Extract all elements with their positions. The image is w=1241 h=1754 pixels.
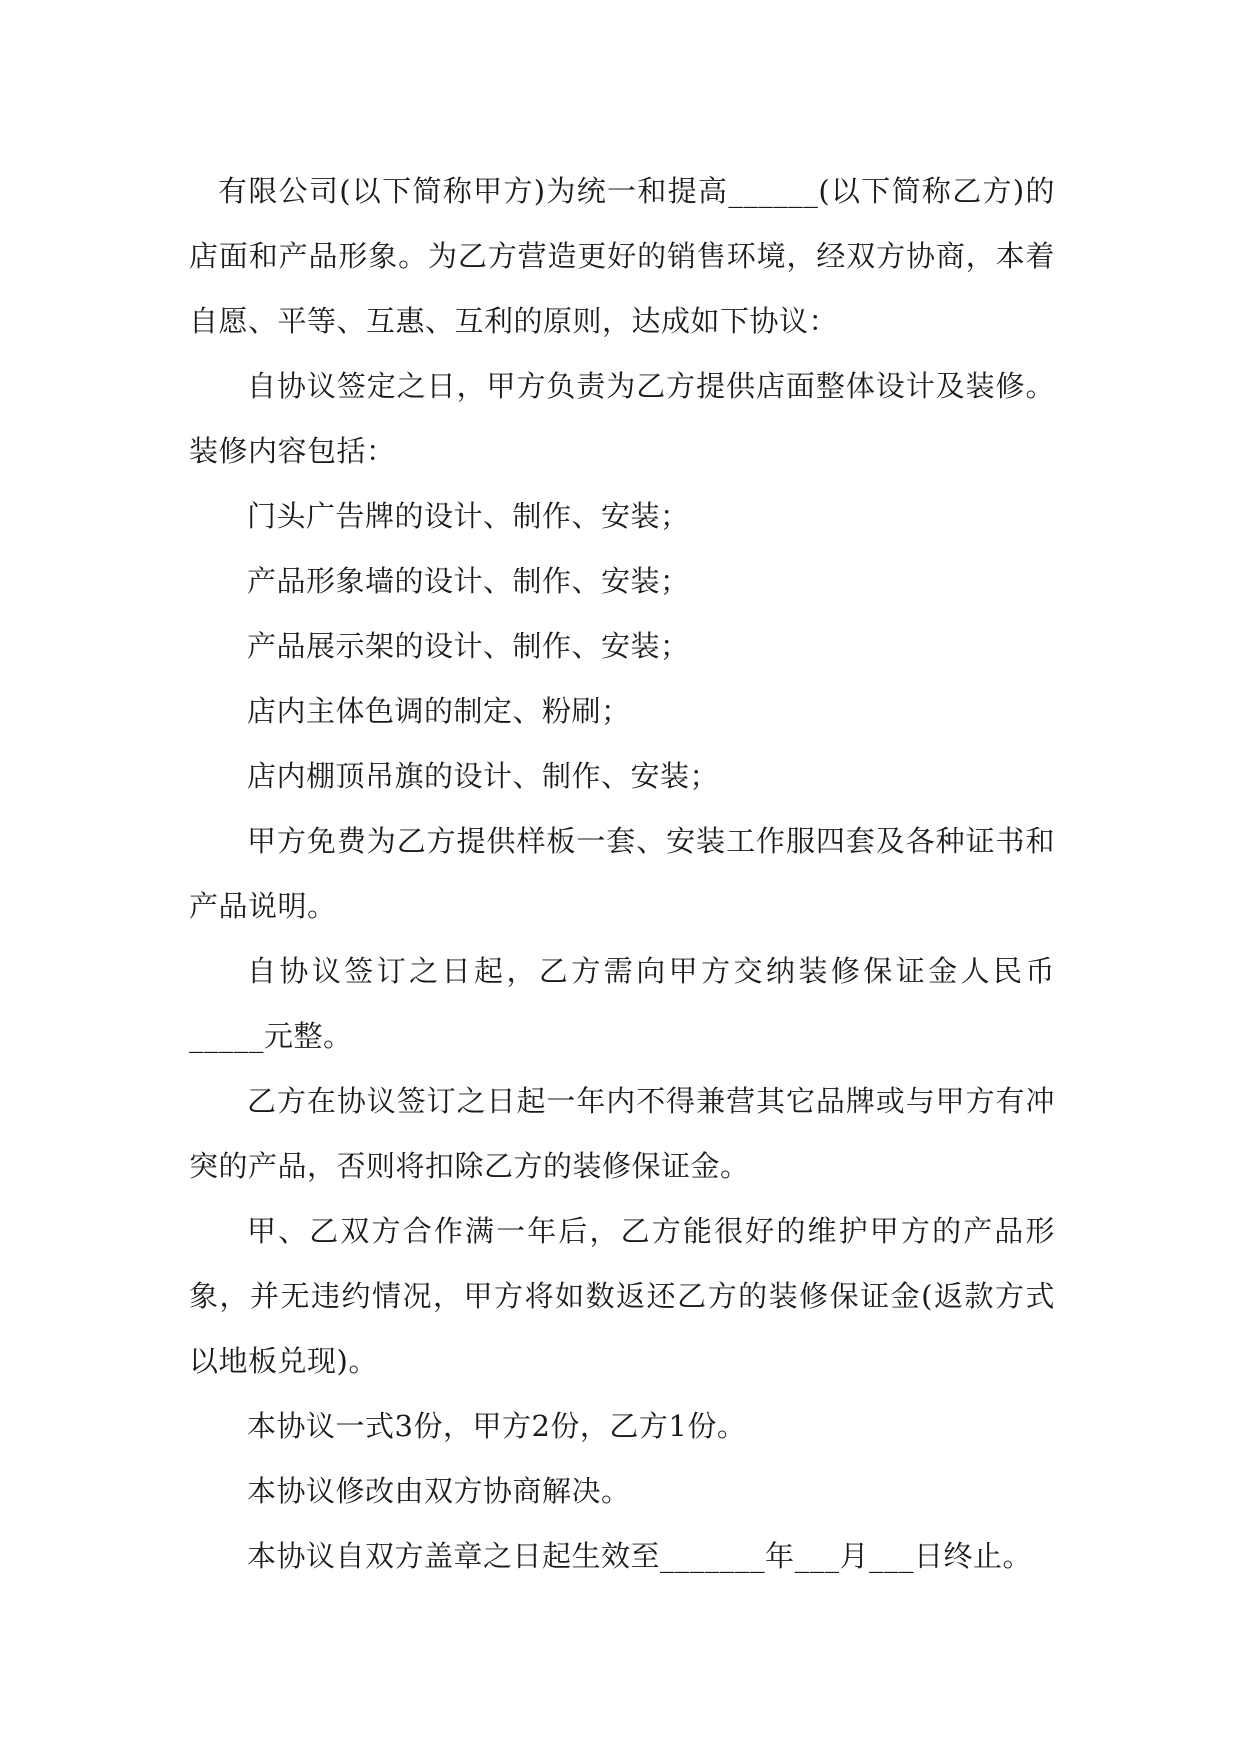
paragraph-item-signboard: 门头广告牌的设计、制作、安装； [247, 499, 690, 533]
paragraph-deposit: 自协议签订之日起，乙方需向甲方交纳装修保证金人民币_____元整。 [189, 954, 1055, 1053]
paragraph-exclusivity: 乙方在协议签订之日起一年内不得兼营其它品牌或与甲方有冲突的产品，否则将扣除乙方的装修保证金。 [189, 1084, 1055, 1183]
paragraph-free-supplies: 甲方免费为乙方提供样板一套、安装工作服四套及各种证书和产品说明。 [189, 824, 1055, 923]
paragraph-intro: 有限公司(以下简称甲方)为统一和提高______(以下简称乙方)的店面和产品形象。为乙方营造更好的销售环境，经双方协商，本着自愿、平等、互惠、互利的原则，达成如下协议： [189, 174, 1055, 338]
paragraph-item-image-wall: 产品形象墙的设计、制作、安装； [247, 564, 690, 598]
agreement-body [189, 159, 1055, 1589]
paragraph-design-responsibility: 自协议签定之日，甲方负责为乙方提供店面整体设计及装修。装修内容包括： [189, 369, 1055, 468]
paragraph-item-color-tone: 店内主体色调的制定、粉刷； [247, 694, 631, 728]
paragraph-item-ceiling-flags: 店内棚顶吊旗的设计、制作、安装； [247, 759, 720, 793]
paragraph-item-display-rack: 产品展示架的设计、制作、安装； [247, 629, 690, 663]
paragraph-deposit-refund: 甲、乙双方合作满一年后，乙方能很好的维护甲方的产品形象，并无违约情况，甲方将如数返还乙方的装修保证金(返款方式以地板兑现)。 [189, 1214, 1055, 1378]
paragraph-copies: 本协议一式3份，甲方2份，乙方1份。 [247, 1409, 747, 1443]
paragraph-amendment: 本协议修改由双方协商解决。 [247, 1474, 631, 1508]
paragraph-term: 本协议自双方盖章之日起生效至_______年___月___日终止。 [247, 1539, 1033, 1573]
